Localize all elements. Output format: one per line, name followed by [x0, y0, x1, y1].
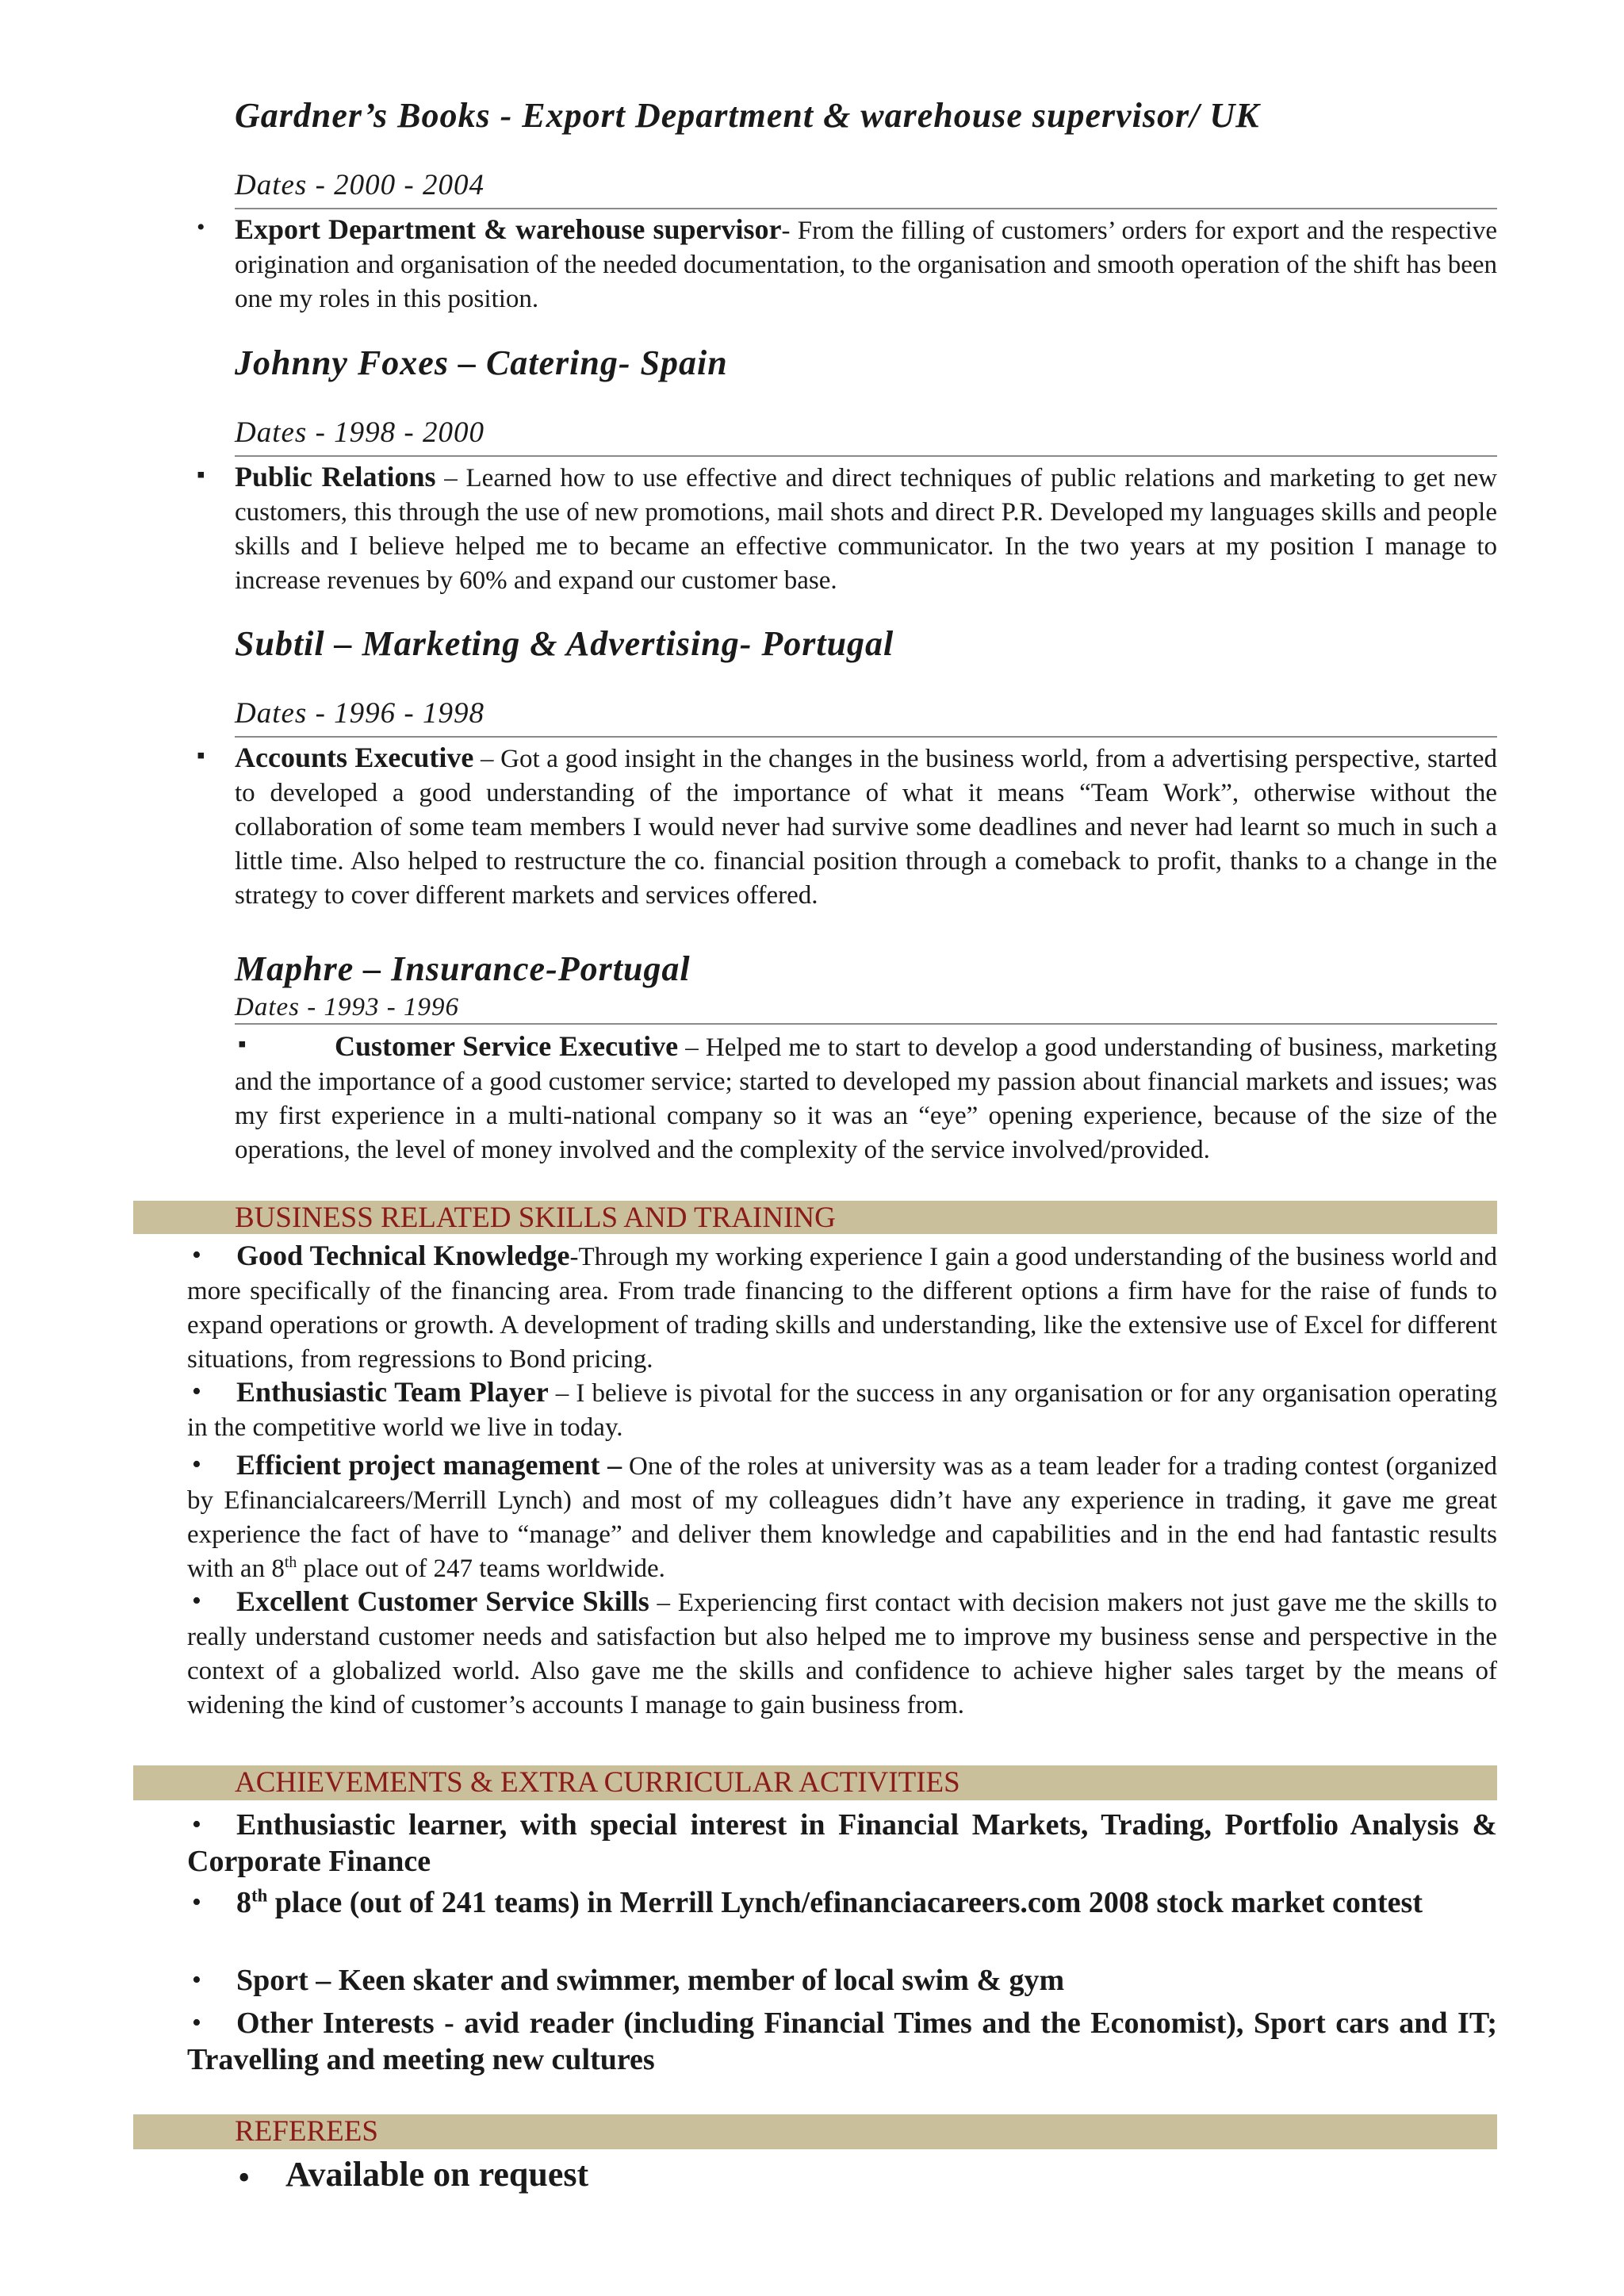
- job-role: Accounts Executive: [235, 742, 474, 773]
- bullet-icon: •: [238, 2158, 251, 2197]
- job-dates: Dates - 1996 - 1998: [235, 697, 485, 730]
- separator: –: [473, 745, 494, 773]
- separator: –: [678, 1033, 699, 1062]
- separator: -: [781, 217, 791, 245]
- bullet-icon: •: [192, 2008, 201, 2037]
- separator: –: [435, 464, 458, 493]
- skill-title: Excellent Customer Service Skills: [236, 1585, 649, 1617]
- section-header-achievements: [133, 1765, 1497, 1800]
- section-title: ACHIEVEMENTS & EXTRA CURRICULAR ACTIVITIES: [235, 1766, 960, 1799]
- bullet-icon: •: [192, 1810, 201, 1839]
- achievement-text: place (out of 241 teams) in Merrill Lynch/efinanciacareers.com 2008 stock market contest: [267, 1886, 1423, 1919]
- job-dates: Dates - 1993 - 1996: [235, 993, 459, 1022]
- job-text: Helped me to start to develop a good understanding of business, marketing and the importance of a good customer service; started to developed my passion about financial markets and issues; was my first experience in a multi-national company so it was an “eye” opening experience, because of the size of the operations, the level of money involved and the complexity of the service involved/provided.: [235, 1033, 1497, 1164]
- job-role: Public Relations: [235, 461, 436, 493]
- skill-title: Efficient project management –: [236, 1449, 622, 1481]
- section-header-skills: [133, 1201, 1497, 1234]
- achievement-item: Sport – Keen skater and swimmer, member of local swim & gym: [236, 1964, 1065, 1997]
- bullet-icon: •: [192, 1240, 201, 1270]
- job-description: [235, 741, 1497, 913]
- job-text: Learned how to use effective and direct techniques of public relations and marketing to get new customers, this through the use of new promotions, mail shots and direct P.R. Developed my languages skills and people skills and I believe helped me to became an effective communicator. In the two years at my position I manage to increase revenues by 60% and expand our customer base.: [235, 464, 1497, 595]
- divider: [235, 455, 1497, 457]
- skill-item: [187, 1239, 1497, 1377]
- square-bullet-icon: ▪: [238, 1031, 247, 1057]
- job-title: Subtil – Marketing & Advertising- Portugal: [235, 624, 894, 663]
- achievement-rank: 8: [236, 1886, 251, 1919]
- skill-text: -Through my working experience I gain a good understanding of the business world and more specifically of the financing area. From trade financing to the different options a firm have for the raise of funds to expand operations or growth. A development of trading skills and understanding, like the extensive use of Excel for different situations, from regressions to Bond pricing.: [187, 1243, 1497, 1374]
- job-description: [235, 460, 1497, 598]
- section-header-referees: [133, 2114, 1497, 2149]
- bullet-icon: •: [197, 214, 205, 240]
- superscript: th: [251, 1885, 268, 1906]
- square-bullet-icon: ▪: [197, 742, 205, 769]
- job-title: Johnny Foxes – Catering- Spain: [235, 343, 728, 382]
- skill-text: – I believe is pivotal for the success in any organisation or for any organisation operating in the competitive world we live in today.: [187, 1379, 1498, 1442]
- job-text: Got a good insight in the changes in the business world, from a advertising perspective, started to developed a good understanding of the importance of what it means “Team Work”, otherwise without the collaboration of some team members I would never had survive some deadlines and never had learnt so much in such a little time. Also helped to restructure the co. financial position through a comeback to profit, thanks to a change in the strategy to cover different markets and services offered.: [235, 745, 1498, 910]
- job-dates: Dates - 2000 - 2004: [235, 169, 485, 201]
- achievement-item: Other Interests - avid reader (including Financial Times and the Economist), Sport cars and IT; Travelling and meeting new cultures: [187, 2007, 1497, 2076]
- job-description: [235, 1029, 1497, 1167]
- skill-title: Enthusiastic Team Player: [236, 1376, 549, 1408]
- skill-item: [187, 1585, 1497, 1723]
- achievement-item: Enthusiastic learner, with special interest in Financial Markets, Trading, Portfolio Analysis & Corporate Finance: [187, 1808, 1497, 1878]
- job-role: Export Department & warehouse supervisor: [235, 213, 782, 245]
- job-title: Gardner’s Books - Export Department & warehouse supervisor/ UK: [235, 96, 1260, 135]
- job-dates: Dates - 1998 - 2000: [235, 416, 485, 449]
- job-title: Maphre – Insurance-Portugal: [235, 949, 691, 988]
- skill-title: Good Technical Knowledge: [236, 1240, 570, 1271]
- achievement-item: [187, 1884, 1497, 1921]
- divider: [235, 736, 1497, 738]
- bullet-icon: •: [192, 1586, 201, 1616]
- bullet-icon: •: [192, 1377, 201, 1406]
- section-title: REFEREES: [235, 2115, 378, 2148]
- superscript: th: [284, 1554, 297, 1571]
- skill-item: [187, 1375, 1497, 1445]
- skill-text: – Experiencing first contact with decision makers not just gave me the skills to really understand customer needs and satisfaction but also helped me to improve my business sense and perspective in the context of a globalized world. Also gave me the skills and confidence to achieve higher sales target by the means of widening the kind of customer’s accounts I manage to gain business from.: [187, 1589, 1497, 1719]
- job-role: Customer Service Executive: [335, 1030, 679, 1062]
- bullet-icon: •: [192, 1888, 201, 1917]
- job-text: From the filling of customers’ orders for export and the respective origination and organisation of the needed documentation, to the organisation and smooth operation of the shift has been one my roles in this position.: [235, 217, 1498, 313]
- skill-item: [187, 1448, 1497, 1586]
- skill-text: place out of 247 teams worldwide.: [297, 1554, 665, 1583]
- job-description: [235, 213, 1497, 316]
- skill-text: One of the roles at university was as a team leader for a trading contest (organized by Efinancialcareers/Merrill Lynch) and most of my colleagues didn’t have any experience in trading, it gave me great experience the fact of have to “manage” and deliver them knowledge and capabilities and in the end had fantastic results with an 8: [187, 1452, 1497, 1583]
- square-bullet-icon: ▪: [197, 462, 205, 488]
- section-title: BUSINESS RELATED SKILLS AND TRAINING: [235, 1202, 836, 1234]
- bullet-icon: •: [192, 1450, 201, 1479]
- referees-text: Available on request: [285, 2155, 589, 2194]
- divider: [235, 208, 1497, 209]
- divider: [235, 1023, 1497, 1025]
- bullet-icon: •: [192, 1965, 201, 1995]
